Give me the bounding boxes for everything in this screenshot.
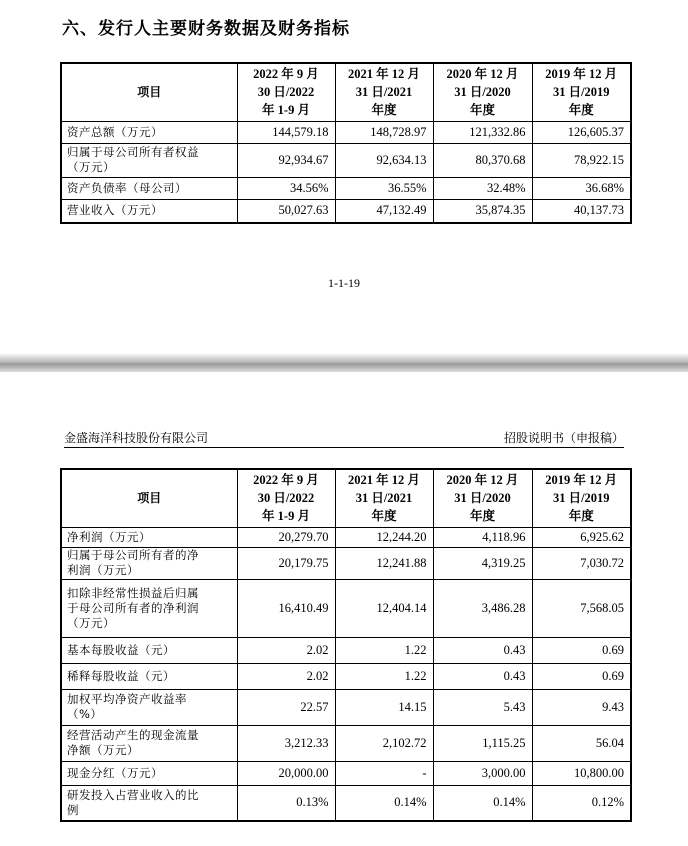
page-one (0, 0, 688, 354)
table-row (61, 725, 631, 761)
row-value: 148,728.97 (335, 121, 433, 143)
row-value: 12,241.88 (335, 547, 433, 579)
table-row (61, 177, 631, 199)
row-value: 14.15 (335, 689, 433, 725)
row-value: 50,027.63 (237, 199, 335, 223)
row-value: 56.04 (532, 725, 631, 761)
row-value: 3,486.28 (433, 579, 532, 637)
row-value: - (335, 761, 433, 785)
row-label: 营业收入（万元） (61, 199, 237, 223)
row-value: 4,319.25 (433, 547, 532, 579)
row-value: 40,137.73 (532, 199, 631, 223)
row-value: 92,634.13 (335, 143, 433, 177)
row-label: 资产总额（万元） (61, 121, 237, 143)
header-col-2022: 2022 年 9 月 30 日/2022 年 1-9 月 (237, 63, 335, 121)
table-row (61, 121, 631, 143)
row-value: 1,115.25 (433, 725, 532, 761)
row-label: 归属于母公司所有者权益 （万元） (61, 143, 237, 177)
row-value: 0.14% (335, 785, 433, 821)
row-value: 92,934.67 (237, 143, 335, 177)
row-value: 7,030.72 (532, 547, 631, 579)
row-value: 47,132.49 (335, 199, 433, 223)
row-value: 20,000.00 (237, 761, 335, 785)
row-value: 32.48% (433, 177, 532, 199)
row-value: 36.68% (532, 177, 631, 199)
header-item: 项目 (61, 469, 237, 527)
row-value: 0.14% (433, 785, 532, 821)
table-row (61, 761, 631, 785)
table-row (61, 637, 631, 663)
row-label: 基本每股收益（元） (61, 637, 237, 663)
financial-table-2 (60, 468, 632, 822)
header-col-2020: 2020 年 12 月 31 日/2020 年度 (433, 63, 532, 121)
row-label: 现金分红（万元） (61, 761, 237, 785)
row-value: 3,212.33 (237, 725, 335, 761)
financial-table-1 (60, 62, 632, 224)
row-value: 2,102.72 (335, 725, 433, 761)
row-value: 6,925.62 (532, 527, 631, 547)
document-name: 招股说明书（申报稿） (503, 431, 624, 445)
row-value: 20,279.70 (237, 527, 335, 547)
row-value: 36.55% (335, 177, 433, 199)
row-value: 4,118.96 (433, 527, 532, 547)
row-value: 34.56% (237, 177, 335, 199)
row-label: 加权平均净资产收益率 （%） (61, 689, 237, 725)
row-value: 0.12% (532, 785, 631, 821)
row-value: 5.43 (433, 689, 532, 725)
row-value: 3,000.00 (433, 761, 532, 785)
row-value: 126,605.37 (532, 121, 631, 143)
row-value: 80,370.68 (433, 143, 532, 177)
row-label: 经营活动产生的现金流量 净额（万元） (61, 725, 237, 761)
row-value: 2.02 (237, 637, 335, 663)
row-value: 78,922.15 (532, 143, 631, 177)
row-value: 35,874.35 (433, 199, 532, 223)
header-col-2019: 2019 年 12 月 31 日/2019 年度 (532, 469, 631, 527)
row-value: 20,179.75 (237, 547, 335, 579)
row-value: 10,800.00 (532, 761, 631, 785)
row-value: 7,568.05 (532, 579, 631, 637)
row-label: 资产负债率（母公司） (61, 177, 237, 199)
table-row (61, 547, 631, 579)
header-item: 项目 (61, 63, 237, 121)
row-label: 稀释每股收益（元） (61, 663, 237, 689)
table-row (61, 663, 631, 689)
page-number: 1-1-19 (328, 276, 360, 290)
table-header-row (61, 469, 631, 527)
row-label: 归属于母公司所有者的净 利润（万元） (61, 547, 237, 579)
row-value: 0.13% (237, 785, 335, 821)
running-header (64, 429, 624, 448)
table-row (61, 199, 631, 223)
company-name: 金盛海洋科技股份有限公司 (64, 431, 209, 445)
page-separator (0, 354, 688, 372)
table-row (61, 143, 631, 177)
header-col-2021: 2021 年 12 月 31 日/2021 年度 (335, 469, 433, 527)
row-value: 144,579.18 (237, 121, 335, 143)
table-row (61, 527, 631, 547)
row-label: 扣除非经常性损益后归属 于母公司所有者的净利润 （万元） (61, 579, 237, 637)
row-value: 121,332.86 (433, 121, 532, 143)
row-value: 12,404.14 (335, 579, 433, 637)
row-value: 22.57 (237, 689, 335, 725)
row-label: 净利润（万元） (61, 527, 237, 547)
row-value: 16,410.49 (237, 579, 335, 637)
table-header-row (61, 63, 631, 121)
table-row (61, 785, 631, 821)
header-col-2021: 2021 年 12 月 31 日/2021 年度 (335, 63, 433, 121)
row-value: 0.69 (532, 637, 631, 663)
row-value: 1.22 (335, 637, 433, 663)
row-value: 2.02 (237, 663, 335, 689)
table-row (61, 579, 631, 637)
row-value: 0.43 (433, 663, 532, 689)
row-label: 研发投入占营业收入的比 例 (61, 785, 237, 821)
header-col-2022: 2022 年 9 月 30 日/2022 年 1-9 月 (237, 469, 335, 527)
row-value: 1.22 (335, 663, 433, 689)
row-value: 9.43 (532, 689, 631, 725)
row-value: 12,244.20 (335, 527, 433, 547)
section-title: 六、发行人主要财务数据及财务指标 (62, 19, 350, 39)
row-value: 0.43 (433, 637, 532, 663)
row-value: 0.69 (532, 663, 631, 689)
header-col-2020: 2020 年 12 月 31 日/2020 年度 (433, 469, 532, 527)
header-col-2019: 2019 年 12 月 31 日/2019 年度 (532, 63, 631, 121)
table-row (61, 689, 631, 725)
